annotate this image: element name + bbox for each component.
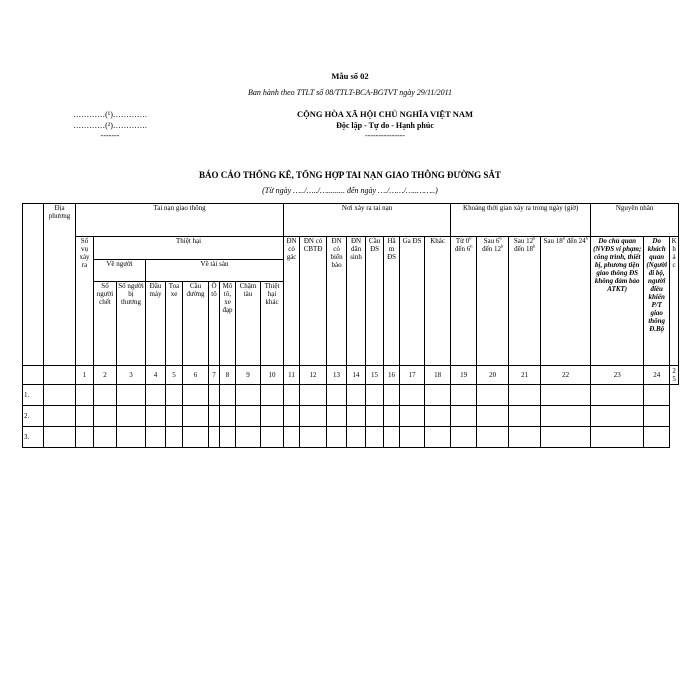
data-cell[interactable] [94, 385, 117, 406]
data-cell[interactable] [183, 406, 209, 427]
data-cell[interactable] [366, 427, 384, 448]
time-col-20: Sau 6$^h$ đến 12$^h$ [477, 237, 509, 366]
column-number: 13 [327, 366, 347, 385]
location-col-14: ĐN dân sinh [347, 237, 366, 366]
column-number [44, 366, 76, 385]
location-col-15: Cầu ĐS [366, 237, 384, 366]
data-cell[interactable] [400, 385, 425, 406]
data-cell[interactable] [300, 406, 327, 427]
column-number: 5 [166, 366, 183, 385]
column-number: 9 [236, 366, 261, 385]
data-cell[interactable] [117, 427, 146, 448]
data-cell[interactable] [591, 385, 644, 406]
data-cell[interactable] [166, 385, 183, 406]
data-cell[interactable] [284, 427, 300, 448]
data-cell[interactable] [509, 427, 541, 448]
agency-divider: ------- [100, 131, 120, 140]
column-number: 18 [425, 366, 451, 385]
data-cell[interactable] [117, 385, 146, 406]
report-table [22, 203, 679, 448]
data-cell[interactable] [541, 406, 591, 427]
location-col-12: ĐN có CBTĐ [300, 237, 327, 366]
data-cell[interactable] [425, 406, 451, 427]
data-cell[interactable] [425, 385, 451, 406]
data-cell[interactable] [261, 385, 284, 406]
deaths-header: Số người chết [94, 282, 117, 366]
national-title: CỘNG HÒA XÃ HỘI CHỦ NGHĨA VIỆT NAM [296, 109, 474, 119]
row-number: 3. [23, 427, 44, 448]
data-cell[interactable] [451, 406, 477, 427]
report-period: (Từ ngày …../…../…......... đến ngày …./……/…..……..) [262, 186, 438, 195]
column-number: 24 [644, 366, 670, 385]
data-cell[interactable] [384, 385, 400, 406]
data-cell[interactable] [451, 385, 477, 406]
time-col-21: Sau 12$^h$ đến 18$^h$ [509, 237, 541, 366]
data-cell[interactable] [477, 385, 509, 406]
data-cell[interactable] [284, 385, 300, 406]
data-cell[interactable] [166, 406, 183, 427]
damage-header: Thiệt hại [94, 237, 284, 260]
national-motto: Độc lập - Tự do - Hạnh phúc [336, 121, 434, 130]
asset-damage-header: Về tài sản [146, 260, 284, 282]
data-cell[interactable] [94, 406, 117, 427]
data-cell[interactable] [327, 427, 347, 448]
data-cell[interactable] [220, 406, 236, 427]
column-number: 21 [509, 366, 541, 385]
report-title: BÁO CÁO THỐNG KÊ, TỔNG HỢP TAI NẠN GIAO THÔNG ĐƯỜNG SẮT [199, 170, 501, 180]
location-col-17: Ga ĐS [400, 237, 425, 366]
data-cell[interactable] [183, 385, 209, 406]
other-damage-header: Thiệt hại khác [261, 282, 284, 366]
data-cell[interactable] [166, 427, 183, 448]
bridge-header: Cầu đường [183, 282, 209, 366]
data-cell[interactable] [477, 427, 509, 448]
data-cell[interactable] [94, 427, 117, 448]
data-cell[interactable] [477, 406, 509, 427]
data-cell[interactable] [236, 427, 261, 448]
cause-col-24: Do khách quan (Người đi bộ, người điều khiển P/T giao thông Đ.Bộ [644, 237, 670, 366]
data-cell[interactable] [366, 406, 384, 427]
column-number: 1 [76, 366, 94, 385]
accidents-header: Tai nạn giao thông [76, 204, 284, 237]
cause-header: Nguyên nhân [591, 204, 679, 237]
data-cell[interactable] [644, 406, 670, 427]
row-number: 2. [23, 406, 44, 427]
data-cell[interactable] [644, 427, 670, 448]
data-cell[interactable] [220, 385, 236, 406]
column-number: 6 [183, 366, 209, 385]
column-number: 15 [366, 366, 384, 385]
location-header: Nơi xảy ra tai nạn [284, 204, 451, 237]
column-number: 20 [477, 366, 509, 385]
location-col-18: Khác [425, 237, 451, 366]
data-cell[interactable] [509, 385, 541, 406]
data-cell[interactable] [183, 427, 209, 448]
column-number: 14 [347, 366, 366, 385]
data-cell[interactable] [76, 385, 94, 406]
locomotive-header: Đầu máy [146, 282, 166, 366]
stt-header [23, 204, 44, 366]
location-col-13: ĐN có biển báo [327, 237, 347, 366]
data-cell[interactable] [44, 406, 76, 427]
data-cell[interactable] [236, 385, 261, 406]
data-cell[interactable] [591, 427, 644, 448]
data-cell[interactable] [209, 385, 220, 406]
people-damage-header: Về người [94, 260, 146, 282]
data-cell[interactable] [384, 427, 400, 448]
data-cell[interactable] [541, 427, 591, 448]
data-cell[interactable] [209, 406, 220, 427]
data-cell[interactable] [347, 406, 366, 427]
data-cell[interactable] [44, 427, 76, 448]
data-cell[interactable] [209, 427, 220, 448]
table-row [23, 427, 679, 448]
data-cell[interactable] [261, 406, 284, 427]
data-cell[interactable] [644, 385, 670, 406]
cause-col-25: Khác [670, 237, 679, 366]
column-number: 19 [451, 366, 477, 385]
data-cell[interactable] [400, 427, 425, 448]
data-cell[interactable] [425, 427, 451, 448]
data-cell[interactable] [284, 406, 300, 427]
data-cell[interactable] [261, 427, 284, 448]
column-number: 8 [220, 366, 236, 385]
agency-line-1: …………(¹)…………. [73, 110, 147, 119]
column-number: 7 [209, 366, 220, 385]
column-number: 12 [300, 366, 327, 385]
accident-count-header: Số vụ xảy ra [76, 237, 94, 366]
column-number: 17 [400, 366, 425, 385]
data-cell[interactable] [591, 406, 644, 427]
data-cell[interactable] [347, 427, 366, 448]
column-number: 23 [591, 366, 644, 385]
column-number: 16 [384, 366, 400, 385]
cause-col-23: Do chủ quan (NVĐS vi phạm; công trình, thiết bị, phương tiện giao thông ĐS không đảm bảo ATKT) [591, 237, 644, 366]
column-number: 2 [94, 366, 117, 385]
data-cell[interactable] [44, 385, 76, 406]
column-number: 11 [284, 366, 300, 385]
column-number: 4 [146, 366, 166, 385]
table-row [23, 406, 679, 427]
column-number: 25 [670, 366, 679, 385]
motto-divider: --------------- [365, 131, 405, 140]
column-number: 3 [117, 366, 146, 385]
column-number [23, 366, 44, 385]
data-cell[interactable] [509, 406, 541, 427]
column-number: 22 [541, 366, 591, 385]
column-number: 10 [261, 366, 284, 385]
row-number: 1. [23, 385, 44, 406]
data-cell[interactable] [327, 385, 347, 406]
data-cell[interactable] [76, 427, 94, 448]
motorbike-header: Mô tô, xe đạp [220, 282, 236, 366]
locality-header: Địa phương [44, 204, 76, 366]
data-cell[interactable] [366, 385, 384, 406]
data-cell[interactable] [541, 385, 591, 406]
location-col-11: ĐN có gác [284, 237, 300, 366]
data-cell[interactable] [117, 406, 146, 427]
time-header: Khoảng thời gian xảy ra trong ngày (giờ) [451, 204, 591, 237]
data-cell[interactable] [220, 427, 236, 448]
data-cell[interactable] [300, 385, 327, 406]
data-cell[interactable] [76, 406, 94, 427]
data-cell[interactable] [400, 406, 425, 427]
data-cell[interactable] [327, 406, 347, 427]
data-cell[interactable] [384, 406, 400, 427]
injured-header: Số người bị thương [117, 282, 146, 366]
data-cell[interactable] [146, 427, 166, 448]
data-cell[interactable] [451, 427, 477, 448]
agency-line-2: …………(²)…………. [73, 121, 147, 130]
time-col-22: Sau 18$^h$ đến 24$^h$ [541, 237, 591, 366]
table-row [23, 385, 679, 406]
data-cell[interactable] [347, 385, 366, 406]
location-col-16: Hầm ĐS [384, 237, 400, 366]
issued-by-note: Ban hành theo TTLT số 08/TTLT-BCA-BGTVT ngày 29/11/2011 [247, 88, 453, 97]
delay-header: Chậm tàu [236, 282, 261, 366]
data-cell[interactable] [146, 385, 166, 406]
time-col-19: Từ 0$^h$ đến 6$^h$ [451, 237, 477, 366]
data-cell[interactable] [300, 427, 327, 448]
car-header: Ô tô [209, 282, 220, 366]
form-number: Mẫu số 02 [331, 71, 369, 81]
carriage-header: Toa xe [166, 282, 183, 366]
data-cell[interactable] [146, 406, 166, 427]
data-cell[interactable] [236, 406, 261, 427]
